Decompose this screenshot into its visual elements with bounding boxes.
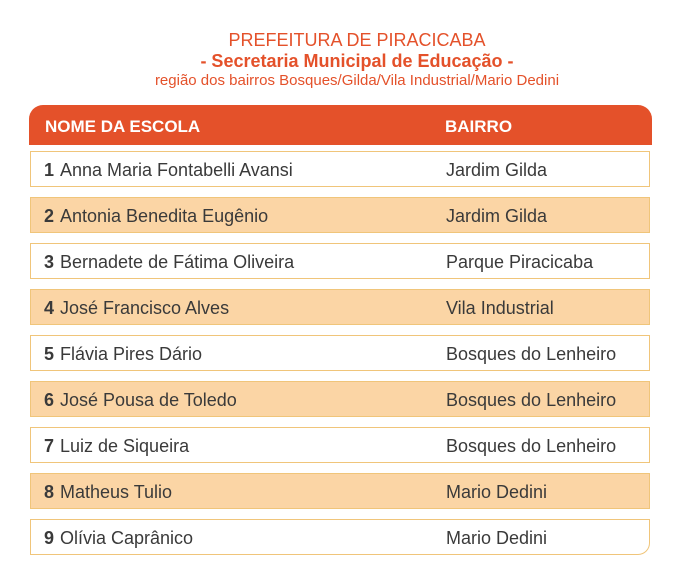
table-row — [30, 335, 650, 371]
row-number: 7 — [44, 436, 55, 456]
school-name: Anna Maria Fontabelli Avansi — [60, 160, 293, 180]
row-number: 4 — [44, 298, 55, 318]
bairro-name: Jardim Gilda — [446, 206, 548, 226]
bairro-name: Mario Dedini — [446, 528, 548, 548]
school-name: Olívia Caprânico — [60, 528, 194, 548]
bairro-name: Jardim Gilda — [446, 160, 548, 180]
bairro-name: Bosques do Lenheiro — [446, 344, 617, 364]
table-row — [30, 197, 650, 233]
school-name: Luiz de Siqueira — [60, 436, 190, 456]
row-number: 3 — [44, 252, 55, 272]
table-row — [30, 427, 650, 463]
bairro-name: Mario Dedini — [446, 482, 548, 502]
bairro-name: Vila Industrial — [446, 298, 554, 318]
row-number: 9 — [44, 528, 55, 548]
bairro-name: Bosques do Lenheiro — [446, 436, 617, 456]
table-row — [30, 243, 650, 279]
school-name: Flávia Pires Dário — [60, 344, 203, 364]
header-subtitle: - Secretaria Municipal de Educação - — [200, 51, 514, 71]
table-row — [30, 519, 650, 555]
row-number: 8 — [44, 482, 55, 502]
row-number: 1 — [44, 160, 55, 180]
row-number: 6 — [44, 390, 55, 410]
column-header-school: NOME DA ESCOLA — [45, 117, 201, 136]
row-number: 5 — [44, 344, 55, 364]
bairro-name: Bosques do Lenheiro — [446, 390, 617, 410]
table-row — [30, 151, 650, 187]
bairro-name: Parque Piracicaba — [446, 252, 594, 272]
header-title: PREFEITURA DE PIRACICABA — [228, 30, 486, 50]
table-row — [30, 473, 650, 509]
table-row — [30, 289, 650, 325]
header-region: região dos bairros Bosques/Gilda/Vila Industrial/Mario Dedini — [154, 72, 560, 89]
row-number: 2 — [44, 206, 55, 226]
school-name: Antonia Benedita Eugênio — [60, 206, 269, 226]
table-row — [30, 381, 650, 417]
school-name: José Pousa de Toledo — [60, 390, 237, 410]
school-name: Bernadete de Fátima Oliveira — [60, 252, 295, 272]
school-name: Matheus Tulio — [60, 482, 173, 502]
school-name: José Francisco Alves — [60, 298, 230, 318]
column-header-bairro: BAIRRO — [445, 117, 513, 136]
